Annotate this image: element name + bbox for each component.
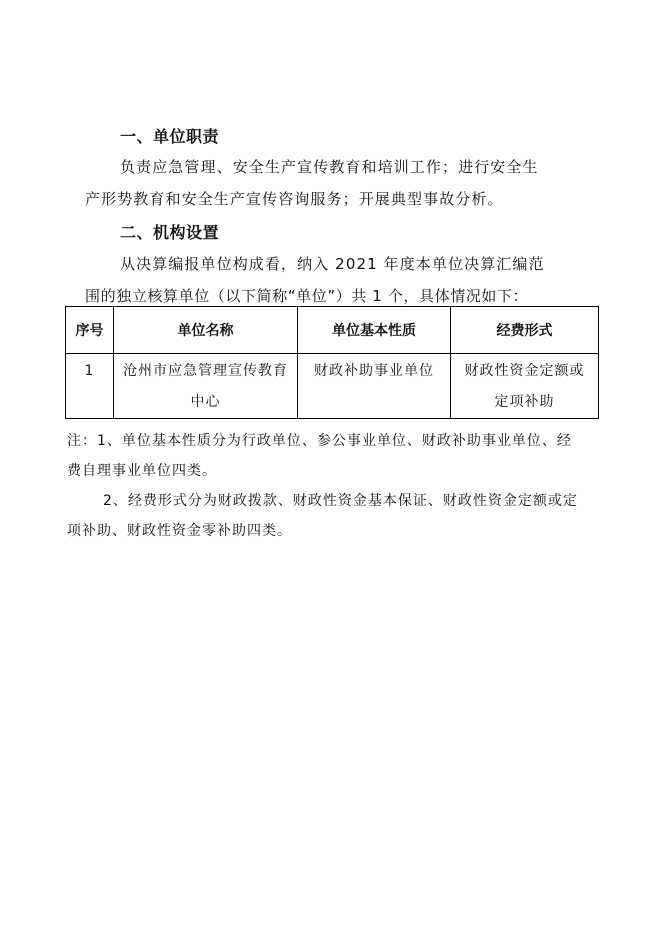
header-unit-nature: 单位基本性质	[298, 307, 451, 354]
cell-unit-nature: 财政补助事业单位	[298, 354, 451, 419]
section-heading-organization: 二、机构设置	[120, 223, 220, 242]
section-heading-responsibilities: 一、单位职责	[120, 127, 220, 146]
unit-name-line-2: 中心	[190, 394, 221, 410]
responsibilities-line-1: 负责应急管理、安全生产宣传教育和培训工作；进行安全生	[120, 158, 539, 176]
note-1-line-1: 注：1、单位基本性质分为行政单位、参公事业单位、财政补助事业单位、经	[67, 433, 572, 449]
table-row	[66, 354, 599, 419]
header-unit-name: 单位名称	[114, 307, 298, 354]
cell-unit-name	[114, 354, 298, 419]
note-2-line-2: 项补助、财政性资金零补助四类。	[67, 523, 292, 539]
funding-line-1: 财政性资金定额或	[464, 363, 585, 379]
cell-funding-type	[451, 354, 599, 419]
unit-name-line-1: 沧州市应急管理宣传教育	[123, 363, 288, 379]
funding-line-2: 定项补助	[494, 394, 555, 410]
cell-index: 1	[66, 354, 114, 419]
header-index: 序号	[66, 307, 114, 354]
responsibilities-line-2: 产形势教育和安全生产宣传咨询服务；开展典型事故分析。	[85, 190, 504, 208]
units-table	[65, 306, 599, 419]
organization-line-1: 从决算编报单位构成看，纳入 2021 年度本单位决算汇编范	[120, 255, 545, 273]
header-funding-type: 经费形式	[451, 307, 599, 354]
note-1-line-2: 费自理事业单位四类。	[67, 463, 217, 479]
organization-line-2: 围的独立核算单位（以下简称“单位”）共 1 个，具体情况如下：	[85, 287, 529, 305]
note-2-line-1: 2、经费形式分为财政拨款、财政性资金基本保证、财政性资金定额或定	[103, 493, 578, 509]
table-header-row	[66, 307, 599, 354]
